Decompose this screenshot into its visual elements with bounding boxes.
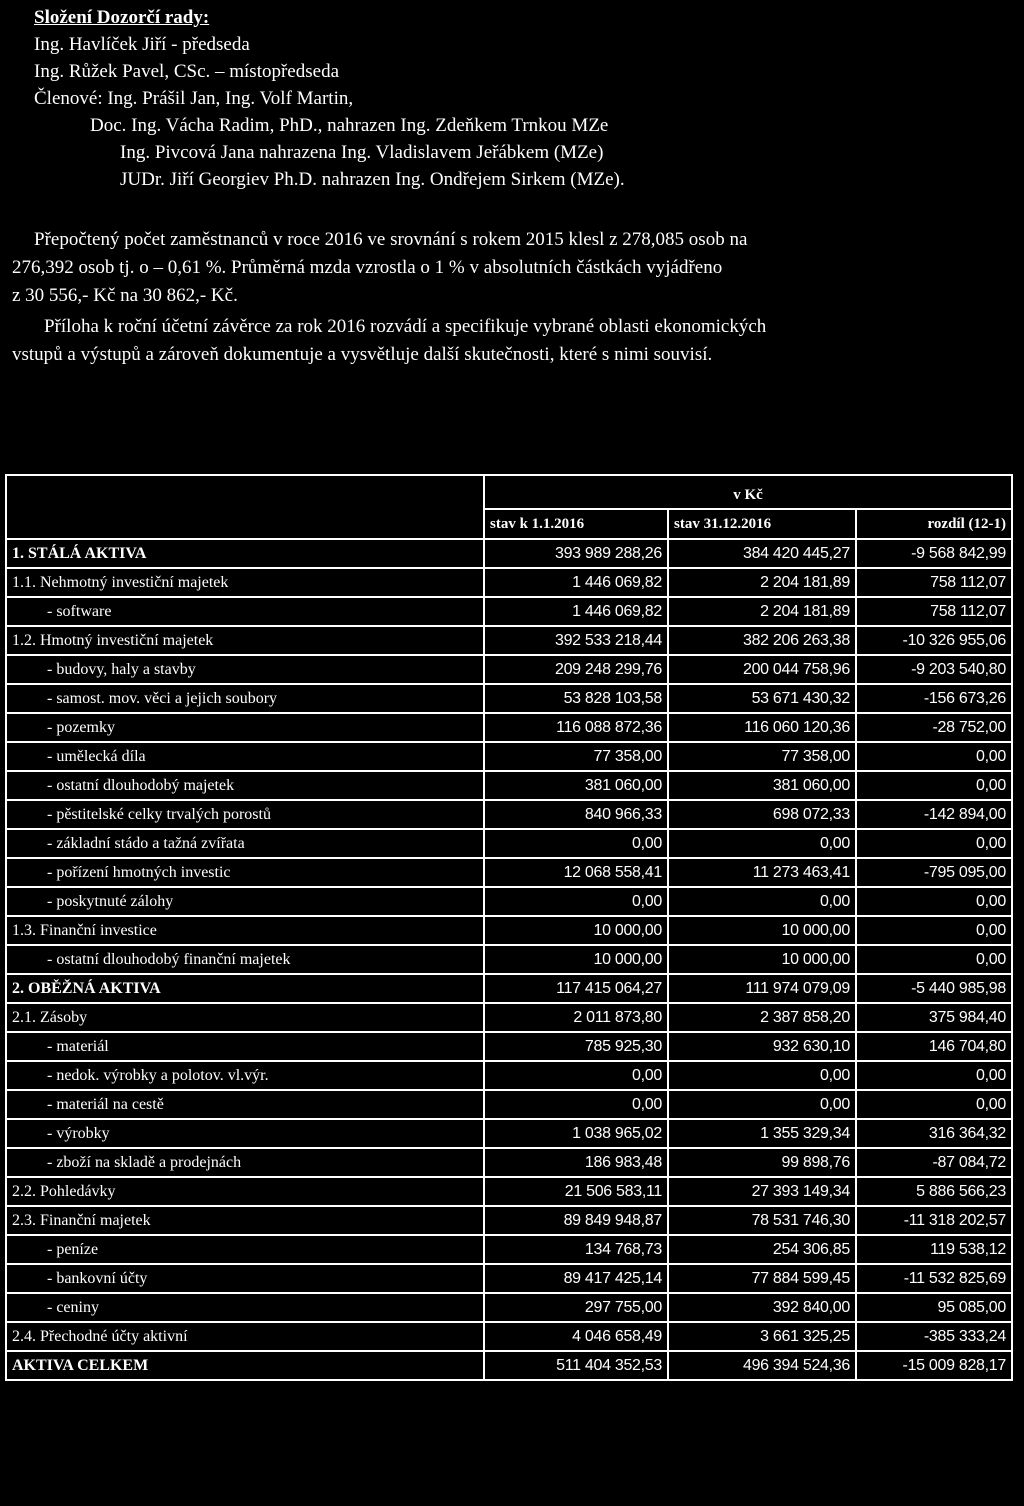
- value-end: 99 898,76: [668, 1148, 856, 1177]
- unit-header: v Kč: [484, 475, 1012, 509]
- row-label: - pořízení hmotných investic: [6, 858, 484, 887]
- value-diff: 758 112,07: [856, 568, 1012, 597]
- row-label: 2.1. Zásoby: [6, 1003, 484, 1032]
- value-start: 1 446 069,82: [484, 597, 668, 626]
- value-end: 0,00: [668, 887, 856, 916]
- row-label: - ostatní dlouhodobý majetek: [6, 771, 484, 800]
- table-row: [6, 1148, 1012, 1177]
- row-label: 1.3. Finanční investice: [6, 916, 484, 945]
- row-label: AKTIVA CELKEM: [6, 1351, 484, 1380]
- value-start: 381 060,00: [484, 771, 668, 800]
- value-diff: 0,00: [856, 742, 1012, 771]
- value-end: 77 884 599,45: [668, 1264, 856, 1293]
- row-label: - základní stádo a tažná zvířata: [6, 829, 484, 858]
- value-start: 134 768,73: [484, 1235, 668, 1264]
- table-row: [6, 1351, 1012, 1380]
- value-diff: -9 568 842,99: [856, 539, 1012, 568]
- table-row: [6, 1090, 1012, 1119]
- table-row: [6, 568, 1012, 597]
- value-start: 0,00: [484, 1061, 668, 1090]
- value-start: 0,00: [484, 887, 668, 916]
- value-start: 89 849 948,87: [484, 1206, 668, 1235]
- value-start: 393 989 288,26: [484, 539, 668, 568]
- value-start: 77 358,00: [484, 742, 668, 771]
- value-end: 78 531 746,30: [668, 1206, 856, 1235]
- value-diff: 95 085,00: [856, 1293, 1012, 1322]
- row-label: - výrobky: [6, 1119, 484, 1148]
- value-diff: 0,00: [856, 887, 1012, 916]
- value-diff: 316 364,32: [856, 1119, 1012, 1148]
- value-diff: 0,00: [856, 829, 1012, 858]
- value-diff: -28 752,00: [856, 713, 1012, 742]
- board-members: Členové: Ing. Prášil Jan, Ing. Volf Martin,: [34, 88, 354, 109]
- table-row: [6, 1322, 1012, 1351]
- value-diff: 0,00: [856, 1090, 1012, 1119]
- value-start: 10 000,00: [484, 945, 668, 974]
- value-start: 0,00: [484, 829, 668, 858]
- table-row: [6, 1177, 1012, 1206]
- row-label: 2.4. Přechodné účty aktivní: [6, 1322, 484, 1351]
- annex-paragraph: [12, 313, 1016, 369]
- row-label: - nedok. výrobky a polotov. vl.výr.: [6, 1061, 484, 1090]
- value-start: 2 011 873,80: [484, 1003, 668, 1032]
- value-diff: -87 084,72: [856, 1148, 1012, 1177]
- row-label: - materiál na cestě: [6, 1090, 484, 1119]
- value-diff: 5 886 566,23: [856, 1177, 1012, 1206]
- value-start: 1 446 069,82: [484, 568, 668, 597]
- value-end: 698 072,33: [668, 800, 856, 829]
- table-row: [6, 1235, 1012, 1264]
- value-start: 12 068 558,41: [484, 858, 668, 887]
- row-label: - budovy, haly a stavby: [6, 655, 484, 684]
- value-end: 111 974 079,09: [668, 974, 856, 1003]
- value-end: 496 394 524,36: [668, 1351, 856, 1380]
- row-label: - ostatní dlouhodobý finanční majetek: [6, 945, 484, 974]
- value-end: 200 044 758,96: [668, 655, 856, 684]
- table-row: [6, 742, 1012, 771]
- row-label: - peníze: [6, 1235, 484, 1264]
- value-start: 89 417 425,14: [484, 1264, 668, 1293]
- value-start: 186 983,48: [484, 1148, 668, 1177]
- table-row: [6, 713, 1012, 742]
- board-member-line: JUDr. Jiří Georgiev Ph.D. nahrazen Ing. Ondřejem Sirkem (MZe).: [120, 169, 625, 190]
- value-start: 10 000,00: [484, 916, 668, 945]
- row-label: - ceniny: [6, 1293, 484, 1322]
- value-diff: -9 203 540,80: [856, 655, 1012, 684]
- row-label: - poskytnuté zálohy: [6, 887, 484, 916]
- row-label: 1.2. Hmotný investiční majetek: [6, 626, 484, 655]
- value-diff: 375 984,40: [856, 1003, 1012, 1032]
- value-end: 116 060 120,36: [668, 713, 856, 742]
- table-row: [6, 1264, 1012, 1293]
- paragraph-line: Přepočtený počet zaměstnanců v roce 2016 ve srovnání s rokem 2015 klesl z 278,085 osob na: [34, 229, 748, 250]
- board-chairman: Ing. Havlíček Jiří - předseda: [34, 34, 250, 55]
- value-end: 2 204 181,89: [668, 597, 856, 626]
- value-end: 53 671 430,32: [668, 684, 856, 713]
- row-label: 1. STÁLÁ AKTIVA: [6, 539, 484, 568]
- value-end: 0,00: [668, 1061, 856, 1090]
- table-row: [6, 974, 1012, 1003]
- assets-table: [5, 474, 1013, 1381]
- value-end: 2 204 181,89: [668, 568, 856, 597]
- value-end: 11 273 463,41: [668, 858, 856, 887]
- row-label: - pěstitelské celky trvalých porostů: [6, 800, 484, 829]
- table-row: [6, 858, 1012, 887]
- value-end: 27 393 149,34: [668, 1177, 856, 1206]
- value-diff: 119 538,12: [856, 1235, 1012, 1264]
- col-header-end: stav 31.12.2016: [668, 509, 856, 539]
- employees-paragraph: [12, 226, 1016, 310]
- table-row: [6, 1003, 1012, 1032]
- value-diff: 0,00: [856, 771, 1012, 800]
- board-vice-chairman: Ing. Růžek Pavel, CSc. – místopředseda: [34, 61, 340, 82]
- paragraph-line: z 30 556,- Kč na 30 862,- Kč.: [12, 285, 238, 306]
- paragraph-line: vstupů a výstupů a zároveň dokumentuje a vysvětluje další skutečnosti, které s nimi souvisí.: [12, 344, 713, 365]
- value-end: 3 661 325,25: [668, 1322, 856, 1351]
- table-row: [6, 1206, 1012, 1235]
- value-start: 4 046 658,49: [484, 1322, 668, 1351]
- table-row: [6, 597, 1012, 626]
- table-row: [6, 771, 1012, 800]
- value-end: 254 306,85: [668, 1235, 856, 1264]
- table-row: [6, 684, 1012, 713]
- row-label: - pozemky: [6, 713, 484, 742]
- table-row: [6, 916, 1012, 945]
- value-end: 932 630,10: [668, 1032, 856, 1061]
- table-row: [6, 1293, 1012, 1322]
- row-label: 2.2. Pohledávky: [6, 1177, 484, 1206]
- row-label: 2. OBĚŽNÁ AKTIVA: [6, 974, 484, 1003]
- value-start: 1 038 965,02: [484, 1119, 668, 1148]
- row-label: - materiál: [6, 1032, 484, 1061]
- row-label: - umělecká díla: [6, 742, 484, 771]
- value-diff: 0,00: [856, 945, 1012, 974]
- value-start: 785 925,30: [484, 1032, 668, 1061]
- table-row: [6, 829, 1012, 858]
- value-diff: 146 704,80: [856, 1032, 1012, 1061]
- value-start: 21 506 583,11: [484, 1177, 668, 1206]
- value-diff: -10 326 955,06: [856, 626, 1012, 655]
- table-row: [6, 1119, 1012, 1148]
- value-start: 116 088 872,36: [484, 713, 668, 742]
- row-label: 2.3. Finanční majetek: [6, 1206, 484, 1235]
- value-diff: 0,00: [856, 916, 1012, 945]
- col-header-diff: rozdíl (12-1): [856, 509, 1012, 539]
- table-row: [6, 945, 1012, 974]
- value-start: 297 755,00: [484, 1293, 668, 1322]
- value-diff: -11 318 202,57: [856, 1206, 1012, 1235]
- supervisory-board-section: [34, 4, 1014, 193]
- board-heading: Složení Dozorčí rady:: [34, 7, 210, 28]
- value-end: 384 420 445,27: [668, 539, 856, 568]
- table-row: [6, 800, 1012, 829]
- row-label: - bankovní účty: [6, 1264, 484, 1293]
- value-start: 209 248 299,76: [484, 655, 668, 684]
- value-diff: -156 673,26: [856, 684, 1012, 713]
- value-diff: 0,00: [856, 1061, 1012, 1090]
- table-row: [6, 1061, 1012, 1090]
- value-diff: -15 009 828,17: [856, 1351, 1012, 1380]
- value-end: 0,00: [668, 829, 856, 858]
- table-row: [6, 626, 1012, 655]
- value-start: 0,00: [484, 1090, 668, 1119]
- col-header-start: stav k 1.1.2016: [484, 509, 668, 539]
- row-label: - zboží na skladě a prodejnách: [6, 1148, 484, 1177]
- paragraph-line: Příloha k roční účetní závěrce za rok 2016 rozvádí a specifikuje vybrané oblasti ekonomických: [44, 316, 767, 337]
- value-diff: -795 095,00: [856, 858, 1012, 887]
- header-blank-cell: [6, 475, 484, 539]
- table-row: [6, 1032, 1012, 1061]
- value-end: 382 206 263,38: [668, 626, 856, 655]
- value-diff: -142 894,00: [856, 800, 1012, 829]
- value-end: 1 355 329,34: [668, 1119, 856, 1148]
- board-member-line: Ing. Pivcová Jana nahrazena Ing. Vladislavem Jeřábkem (MZe): [120, 142, 604, 163]
- paragraph-line: 276,392 osob tj. o – 0,61 %. Průměrná mzda vzrostla o 1 % v absolutních částkách vyjádřeno: [12, 257, 723, 278]
- value-diff: -11 532 825,69: [856, 1264, 1012, 1293]
- value-end: 77 358,00: [668, 742, 856, 771]
- value-end: 10 000,00: [668, 916, 856, 945]
- value-start: 840 966,33: [484, 800, 668, 829]
- value-end: 392 840,00: [668, 1293, 856, 1322]
- value-start: 511 404 352,53: [484, 1351, 668, 1380]
- value-start: 53 828 103,58: [484, 684, 668, 713]
- table-row: [6, 887, 1012, 916]
- row-label: - software: [6, 597, 484, 626]
- value-diff: -385 333,24: [856, 1322, 1012, 1351]
- value-start: 392 533 218,44: [484, 626, 668, 655]
- value-diff: -5 440 985,98: [856, 974, 1012, 1003]
- row-label: 1.1. Nehmotný investiční majetek: [6, 568, 484, 597]
- value-end: 0,00: [668, 1090, 856, 1119]
- value-start: 117 415 064,27: [484, 974, 668, 1003]
- value-diff: 758 112,07: [856, 597, 1012, 626]
- row-label: - samost. mov. věci a jejich soubory: [6, 684, 484, 713]
- value-end: 10 000,00: [668, 945, 856, 974]
- value-end: 381 060,00: [668, 771, 856, 800]
- value-end: 2 387 858,20: [668, 1003, 856, 1032]
- table-row: [6, 655, 1012, 684]
- table-row: [6, 539, 1012, 568]
- board-member-line: Doc. Ing. Vácha Radim, PhD., nahrazen Ing. Zdeňkem Trnkou MZe: [90, 115, 609, 136]
